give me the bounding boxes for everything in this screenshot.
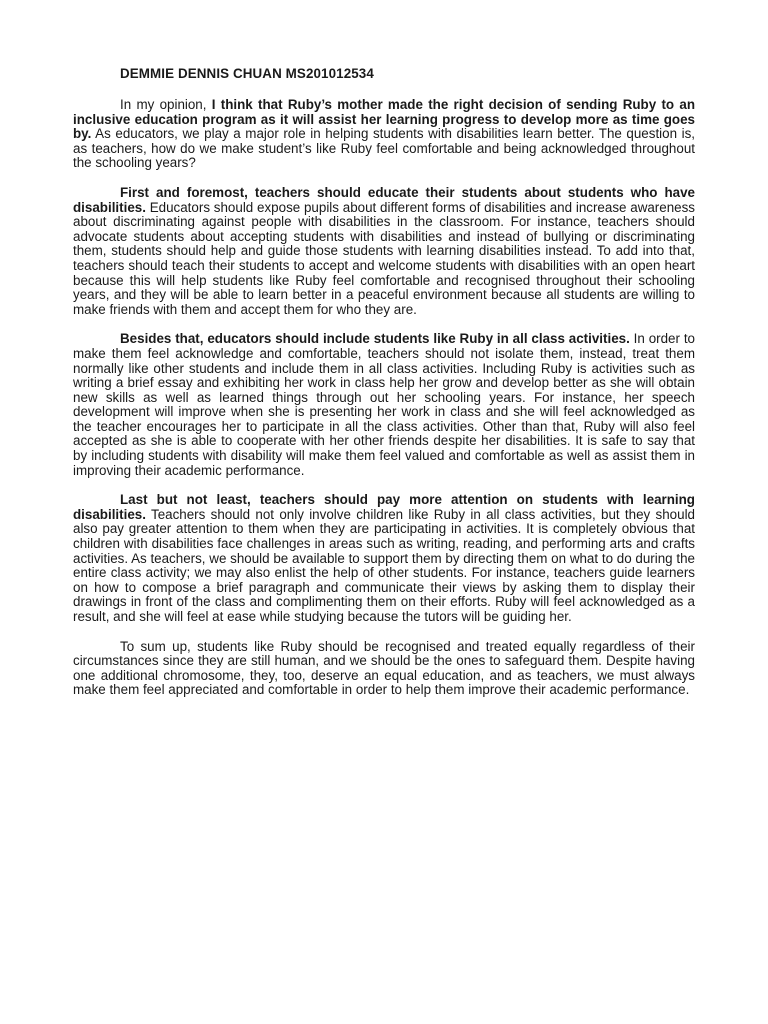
paragraph-opinion <box>73 98 695 171</box>
paragraph-conclusion <box>73 640 695 698</box>
paragraph-bold-text: Last but not least, teachers should pay more attention on students with learning disabilities. <box>73 492 695 522</box>
paragraph-second-point <box>73 332 695 478</box>
paragraph-lead-text: In my opinion, <box>120 97 212 112</box>
document-page <box>73 66 695 698</box>
paragraph-body-text: To sum up, students like Ruby should be recognised and treated equally regardless of their circumstances since they are still human, and we should be the ones to safeguard them. Despite having one additional chromosome, they, too, deserve an equal education, and as teachers, we must always make them feel appreciated and comfortable in order to help them improve their academic performance. <box>73 638 695 698</box>
paragraph-third-point <box>73 493 695 624</box>
paragraph-bold-text: First and foremost, teachers should educate their students about students who have disabilities. <box>73 184 695 215</box>
paragraph-body-text: As educators, we play a major role in helping students with disabilities learn better. The question is, as teachers, how do we make student’s like Ruby feel comfortable and being acknowledged throughout the schooling years? <box>73 126 695 171</box>
paragraph-first-point <box>73 186 695 317</box>
paragraph-body-text: Teachers should not only involve children like Ruby in all class activities, but they should also pay greater attention to them when they are participating in activities. It is completely obvious that children with disabilities face challenges in areas such as writing, reading, and performing arts and crafts activities. As teachers, we should be available to support them by directing them on what to do during the entire class activity; we may also enlist the help of other students. For instance, teachers guide learners on how to compose a brief paragraph and communicate their views by asking them to display their drawings in front of the class and complimenting them on their efforts. Ruby will feel acknowledged as a result, and she will feel at ease while studying because the tutors will be guiding her. <box>73 506 695 624</box>
paragraph-bold-text: I think that Ruby’s mother made the right decision of sending Ruby to an inclusive education program as it will assist her learning progress to develop more as time goes by. <box>73 97 695 142</box>
paragraph-body-text: Educators should expose pupils about different forms of disabilities and increase awareness about discriminating against people with disabilities in the classroom. For instance, teachers should advocate students about accepting students with disabilities and instead of bullying or discriminating them, students should help and guide those students with learning disabilities instead. To add into that, teachers should teach their students to accept and welcome students with disabilities with an open heart because this will help students like Ruby feel comfortable and recognised throughout their schooling years, and they will be able to learn better in a peaceful environment because all students are willing to make friends with them and accept them for who they are. <box>73 199 695 317</box>
author-line: DEMMIE DENNIS CHUAN MS201012534 <box>120 66 374 81</box>
paragraph-bold-text: Besides that, educators should include students like Ruby in all class activities. <box>120 331 630 347</box>
paragraph-body-text: In order to make them feel acknowledge and comfortable, teachers should not isolate them, instead, treat them normally like other students and include them in all class activities. Including Ruby is activities such as writing a brief essay and exhibiting her work in class help her grow and develop better as she will obtain new skills as well as learned things through out her schooling years. For instance, her speech development will improve when she is presenting her work in class and she will feel acknowledged as the teacher encourages her to participate in all the class activities. Other than that, Ruby will also feel accepted as she is able to cooperate with her other friends despite her disabilities. It is safe to say that by including students with disability will make them feel valued and comfortable as well as assist them in improving their academic performance. <box>73 331 695 478</box>
